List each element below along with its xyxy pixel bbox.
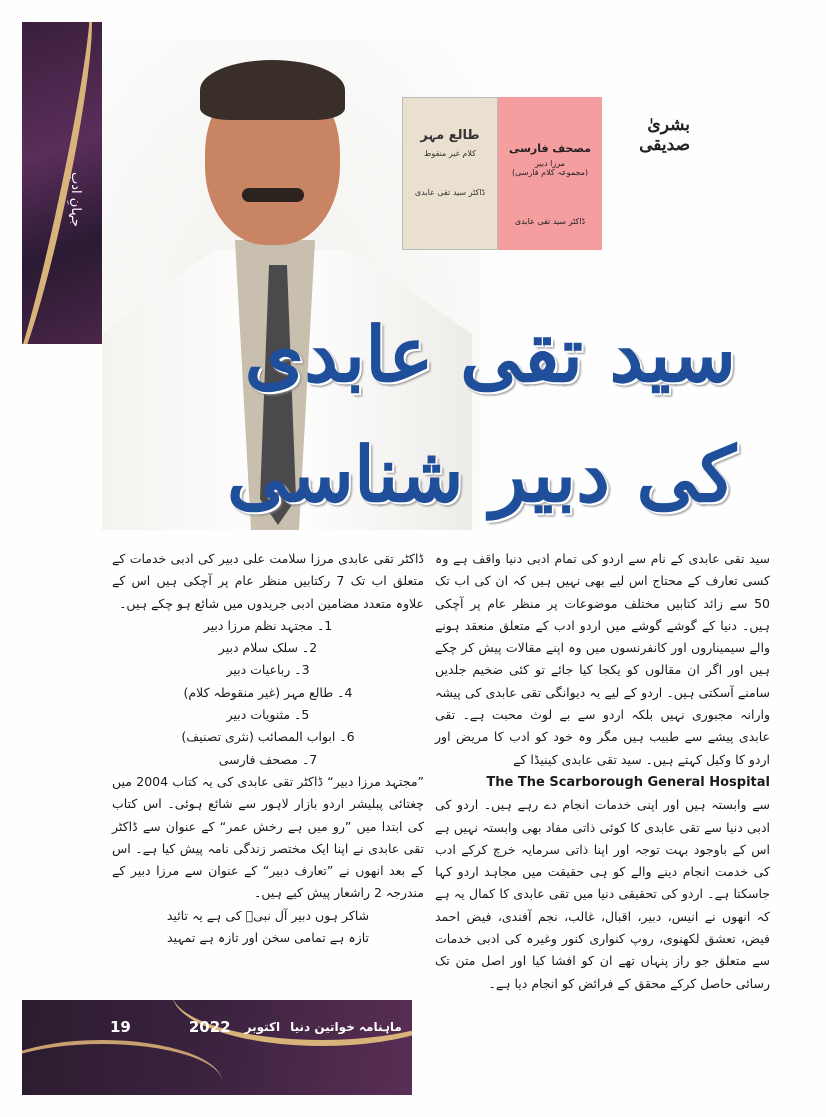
headline-line-1: سید تقی عابدی: [244, 310, 736, 399]
author-byline: بشریٰ صدیقی: [639, 115, 690, 155]
book-credit: ڈاکٹر سید تقی عابدی: [514, 217, 586, 226]
section-strip: [22, 22, 102, 344]
hair: [200, 60, 345, 120]
article-column-right: [435, 548, 770, 995]
mustache: [242, 188, 304, 202]
list-item: 6۔ ابواب المصائب (نثری تصنیف): [181, 729, 355, 745]
paragraph: ”مجتہد مرزا دبیر“ ڈاکٹر تقی عابدی کی یہ کتاب 2004 میں چغتائی پبلیشر اردو بازار لاہور سے شائع ہوئی۔ اس کتاب کی ابتدا میں ”رو میں ہے رخش عمر“ کے عنوان سے ڈاکٹر تقی عابدی نے اپنا ایک مختصر زندگی نامہ پیش کیا ہے۔ اس کے بعد انھوں نے ”تعارف دبیر“ کے عنوان سے مرزا دبیر کے مندرجہ 2 راشعار پیش کیے ہیں۔: [112, 773, 424, 901]
book-cover-mushaf-farsi: [498, 97, 602, 250]
book-note: (مجموعہ کلام فارسی): [511, 168, 589, 177]
article-column-left: [112, 548, 424, 949]
paragraph: سید تقی عابدی کے نام سے اردو کی تمام ادبی دنیا واقف ہے وہ کسی تعارف کے محتاج اس لیے بھی نہیں ہیں کہ ان کی اب تک 50 سے زائد کتابیں مختلف موضوعات پر منظر عام پر آچکی ہیں۔ دنیا کے گوشے گوشے میں اردو ادب کے متعلق منعقد ہونے والے سیمیناروں اور کانفرنسوں میں وہ اپنے مقالات پیش کر چکے ہیں اور اگر ان مقالوں کو یکجا کیا جائے تو کئی ضخیم جلدیں سامنے آسکتی ہیں۔ اردو کے لیے یہ دیوانگی تقی عابدی کی پیشہ وارانہ مجبوری نہیں بلکہ اردو سے بے لوث محبت ہے۔ تقی عابدی پیشے سے طبیب ہیں مگر وہ خود کو ادب کا مریض اور اردو کا وکیل کہتے ہیں۔ سید تقی عابدی کینیڈا کے: [435, 551, 770, 767]
list-item: 2۔ سلک سلام دبیر: [218, 640, 318, 656]
gold-wave-decoration: [22, 22, 102, 344]
verse-line: تازہ ہے تمامی سخن اور تازہ ہے تمہید: [166, 930, 369, 946]
magazine-name: ماہنامہ خواتین دنیا: [290, 1020, 402, 1034]
hospital-name: The The Scarborough General Hospital: [486, 774, 770, 790]
headline-line-2: کی دبیر شناسی: [226, 430, 736, 519]
page-number: 19: [110, 1018, 131, 1036]
book-covers: [402, 97, 602, 250]
list-item: 4۔ طالع مہر (غیر منقوطہ کلام): [183, 684, 353, 700]
book-credit: ڈاکٹر سید تقی عابدی: [414, 188, 486, 197]
section-label: جہانِ ادب: [68, 172, 83, 227]
book-cover-tale-mehr: [402, 97, 498, 250]
paragraph: ڈاکٹر تقی عابدی مرزا سلامت علی دبیر کی ادبی خدمات کے متعلق اب تک 7 رکتابیں منظر عام پر آچکی ہیں اس کے علاوہ متعدد مضامین ادبی جریدوں میں شائع ہو چکے ہیں۔: [112, 551, 425, 611]
book-title: مصحف فارسی: [508, 142, 592, 155]
book-subtitle: کلام غیر منقوط: [424, 149, 476, 158]
gold-wave-decoration: [22, 1040, 222, 1095]
issue-month: اکتوبر: [244, 1020, 281, 1034]
list-item: 7۔ مصحف فارسی: [218, 751, 318, 767]
book-list: [112, 615, 424, 771]
page-footer: [22, 1000, 412, 1095]
verse: [112, 905, 424, 950]
issue-year: 2022: [188, 1018, 231, 1036]
list-item: 3۔ رباعیات دبیر: [226, 662, 310, 678]
list-item: 5۔ مثنویات دبیر: [226, 707, 310, 723]
verse-line: شاکر ہوں دبیر آل نبیؐ کی ہے یہ تائید: [166, 907, 370, 923]
book-title: طالع مہر: [420, 128, 480, 143]
list-item: 1۔ مجتہد نظم مرزا دبیر: [203, 617, 333, 633]
book-subtitle: مرزا دبیر: [535, 159, 565, 168]
paragraph: سے وابستہ ہیں اور اپنی خدمات انجام دے رہے ہیں۔ اردو کی ادبی دنیا سے تقی عابدی کا کوئی ذاتی مفاد بھی وابستہ نہیں ہے اس کے باوجود بہت توجہ اور اپنا ذاتی سرمایہ خرچ کرکے ادب کی خدمت انجام دینے والے کو ہی حقیقت میں مجاہد اردو کہا جاسکتا ہے۔ اردو کی تحقیقی دنیا میں تقی عابدی کا کمال یہ ہے کہ انھوں نے انیس، دبیر، اقبال، غالب، نجم آفندی، فیض احمد فیض، تعشق لکھنوی، روپ کنواری کنور وغیرہ کی ادبی خدمات سے متعلق جو راز پنہاں تھے ان کو افشا کیا اور اصل متن تک رسائی حاصل کرکے محقق کے فرائض کو انجام دیا ہے۔: [435, 797, 770, 991]
